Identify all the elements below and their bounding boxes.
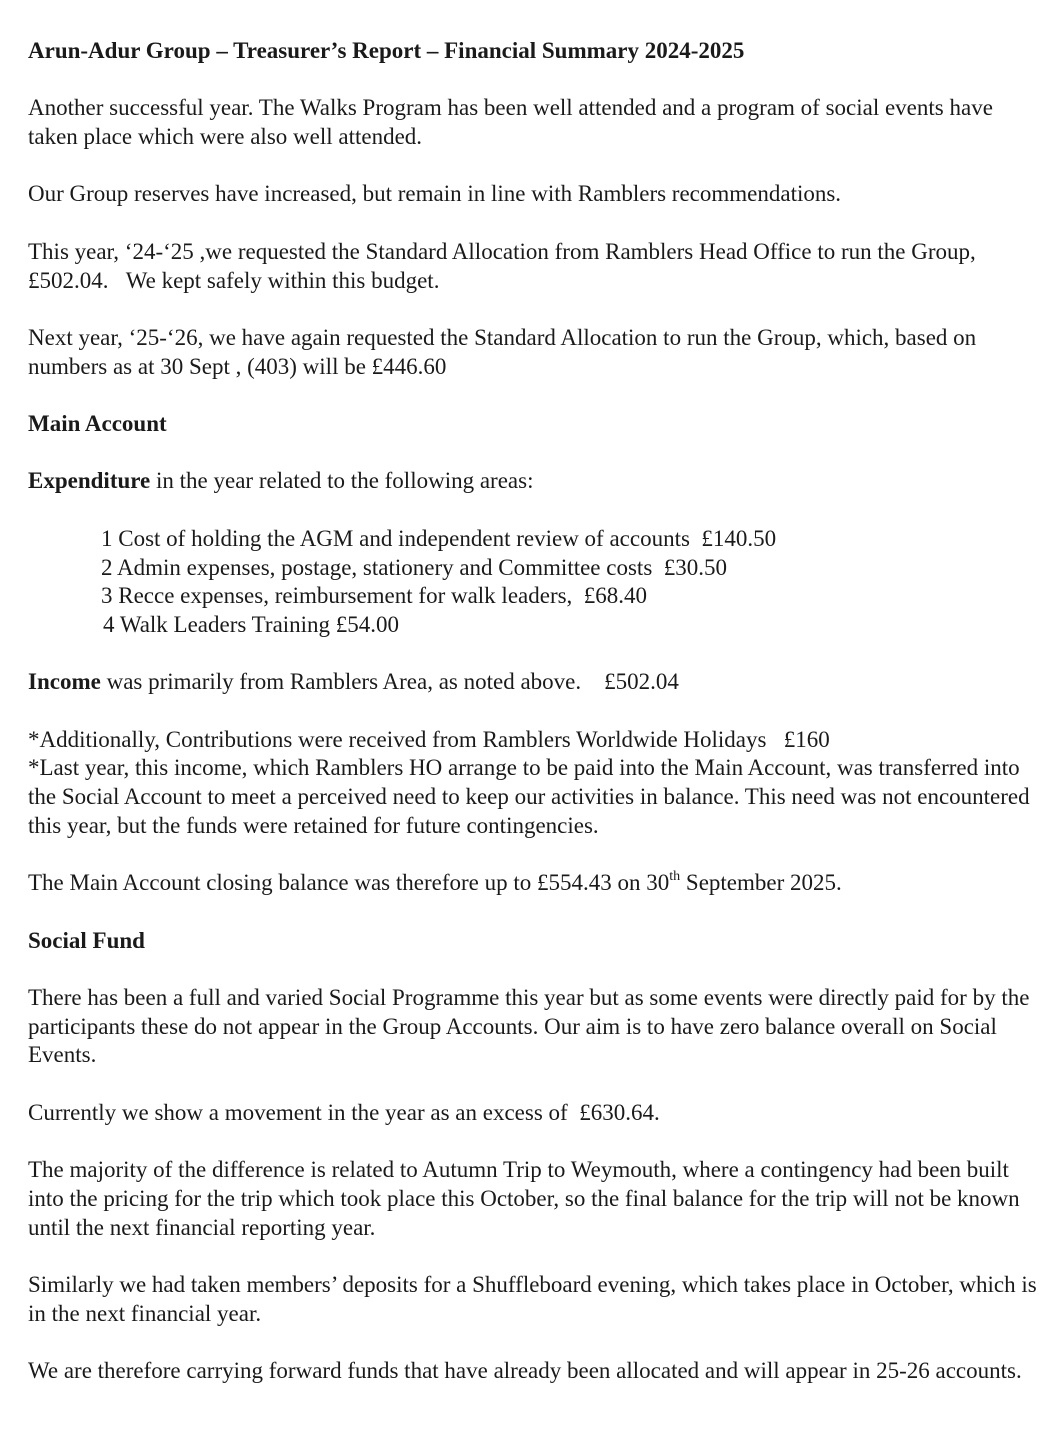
income-label: Income bbox=[28, 669, 101, 695]
income-text: was primarily from Ramblers Area, as noted above. £502.04 bbox=[100, 669, 679, 695]
additional-contributions-paragraph: *Additionally, Contributions were received from Ramblers Worldwide Holidays £160 bbox=[28, 726, 830, 752]
social-paragraph-3: The majority of the difference is related to Autumn Trip to Weymouth, where a contingency had been built into the pricing for the trip which took place this October, so the final balance for the trip will not be known until the next financial reporting year. bbox=[28, 1157, 1020, 1240]
social-fund-heading: Social Fund bbox=[28, 927, 145, 953]
social-paragraph-5: We are therefore carrying forward funds that have already been allocated and will appear in 25-26 accounts. bbox=[28, 1358, 1022, 1384]
social-paragraph-2: Currently we show a movement in the year as an excess of £630.64. bbox=[28, 1099, 660, 1125]
intro-paragraph-2: Our Group reserves have increased, but remain in line with Ramblers recommendations. bbox=[28, 181, 842, 207]
closing-balance-paragraph bbox=[28, 869, 1038, 898]
expenditure-text: in the year related to the following areas: bbox=[150, 468, 534, 494]
expenditure-list bbox=[28, 525, 1038, 640]
page-title: Arun-Adur Group – Treasurer’s Report – Financial Summary 2024-2025 bbox=[28, 38, 745, 63]
expenditure-item-2: 2 Admin expenses, postage, stationery and Committee costs £30.50 bbox=[101, 554, 728, 580]
ordinal-suffix: th bbox=[669, 868, 681, 884]
income-paragraph bbox=[28, 668, 1038, 697]
social-paragraph-1: There has been a full and varied Social Programme this year but as some events were directly paid for by the participants these do not appear in the Group Accounts. Our aim is to have zero balance overall on Social Events. bbox=[28, 985, 1030, 1068]
intro-paragraph-4: Next year, ‘25-‘26, we have again requested the Standard Allocation to run the Group, which, based on numbers as at 30 Sept , (403) will be £446.60 bbox=[28, 324, 977, 379]
main-account-heading: Main Account bbox=[28, 411, 167, 437]
expenditure-label: Expenditure bbox=[28, 468, 151, 494]
last-year-income-paragraph: *Last year, this income, which Ramblers HO arrange to be paid into the Main Account, was transferred into the Social Account to meet a perceived need to keep our activities in balance. This need was not encountered this year, but the funds were retained for future contingencies. bbox=[28, 755, 1030, 838]
expenditure-item-3: 3 Recce expenses, reimbursement for walk leaders, £68.40 bbox=[101, 583, 648, 609]
document-page bbox=[28, 37, 1038, 1414]
social-paragraph-4: Similarly we had taken members’ deposits for a Shuffleboard evening, which takes place in October, which is in the next financial year. bbox=[28, 1272, 1037, 1326]
intro-paragraph-3: This year, ‘24-‘25 ,we requested the Standard Allocation from Ramblers Head Office to run the Group, £502.04. We kept safely within this budget. bbox=[28, 238, 976, 293]
expenditure-item-1: 1 Cost of holding the AGM and independent review of accounts £140.50 bbox=[101, 525, 777, 551]
intro-paragraph-1: Another successful year. The Walks Program has been well attended and a program of social events have taken place which were also well attended. bbox=[28, 95, 993, 150]
expenditure-paragraph bbox=[28, 467, 1038, 496]
expenditure-item-4: 4 Walk Leaders Training £54.00 bbox=[103, 611, 400, 637]
closing-balance-text: The Main Account closing balance was therefore up to £554.43 on 30 bbox=[28, 870, 670, 896]
closing-balance-date: September 2025. bbox=[680, 870, 842, 896]
